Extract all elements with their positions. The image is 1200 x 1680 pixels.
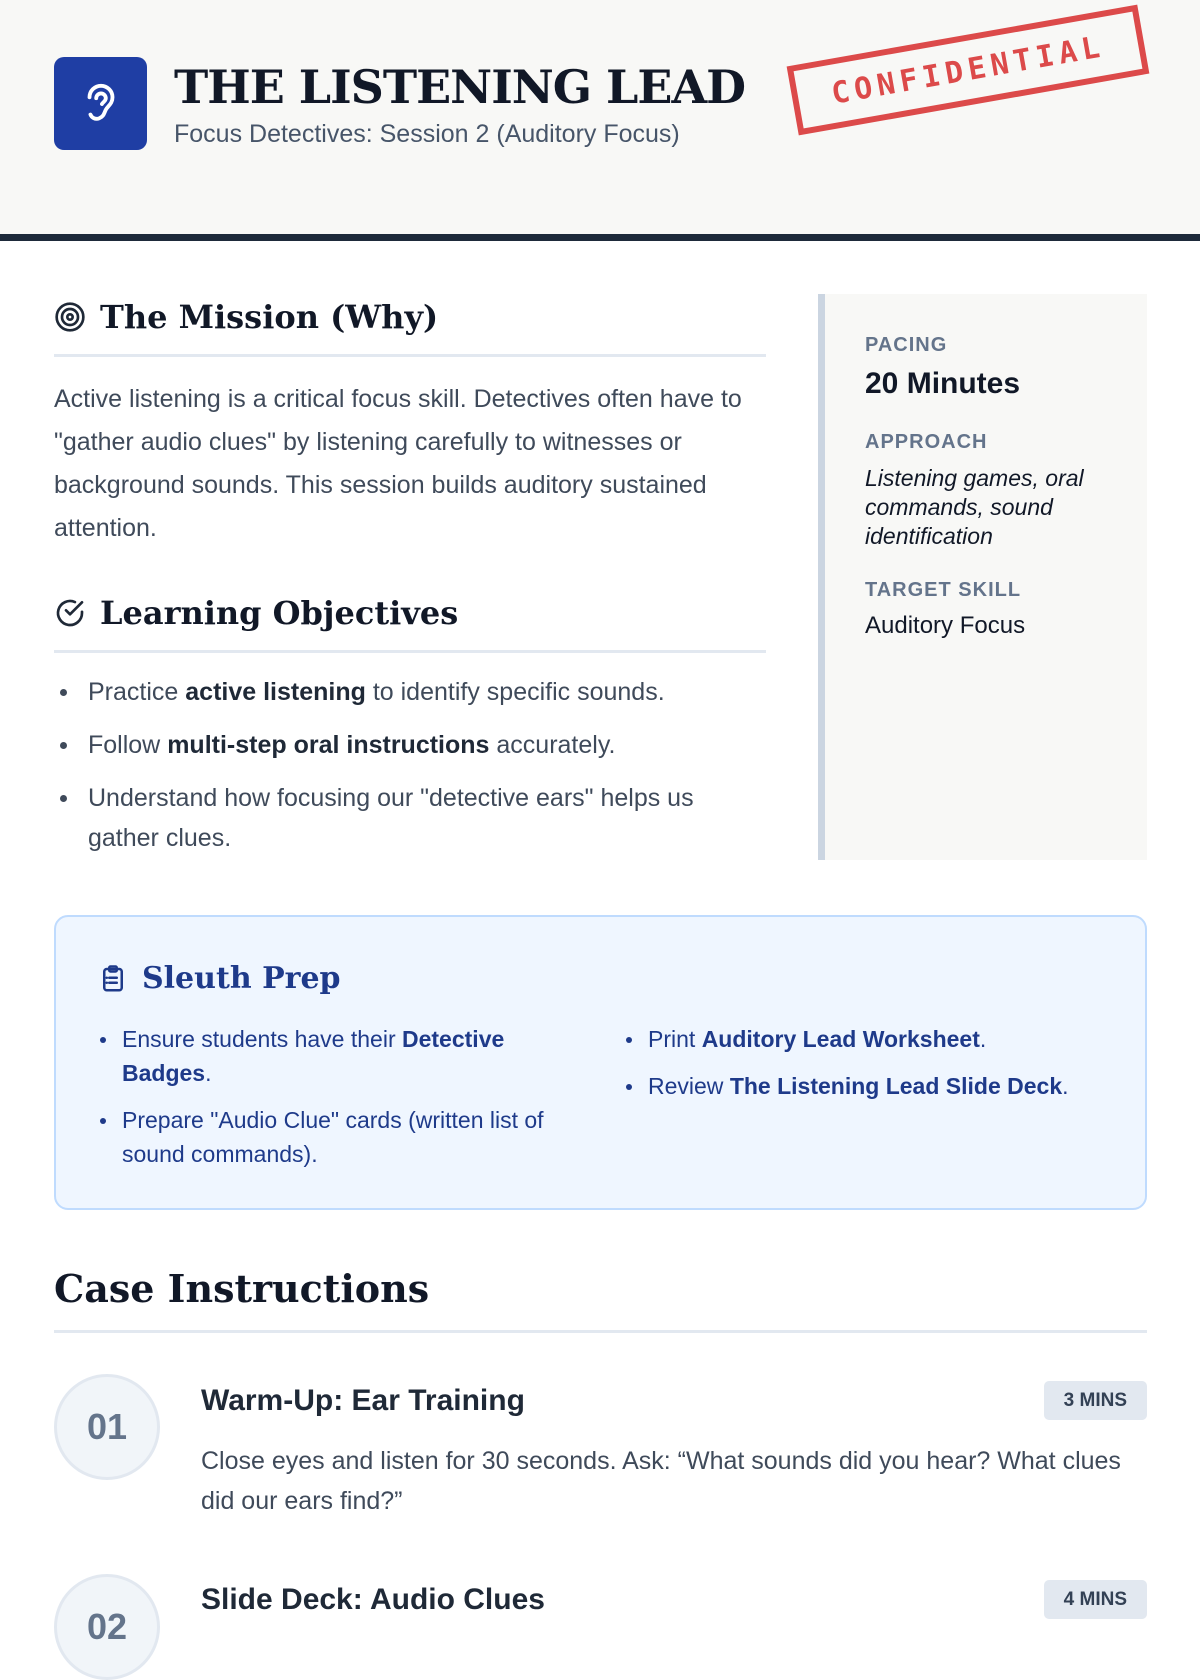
- list-item: Ensure students have their Detective Badges.: [96, 1022, 576, 1090]
- confidential-stamp: CONFIDENTIAL: [787, 5, 1150, 136]
- case-instructions-heading: Case Instructions: [54, 1266, 430, 1311]
- prep-list-right: [622, 1022, 1122, 1116]
- mission-body: Active listening is a critical focus skill. Detectives often have to "gather audio clues" by listening carefully to witnesses or background sounds. This session builds auditory sustained attention.: [54, 385, 742, 542]
- list-item: Review The Listening Lead Slide Deck.: [622, 1069, 1122, 1103]
- divider: [54, 1330, 1147, 1333]
- ear-icon: [78, 81, 124, 127]
- divider: [54, 650, 766, 653]
- objectives-heading: [54, 594, 458, 632]
- approach-value: Listening games, oral commands, sound identification: [865, 465, 1084, 549]
- mission-heading: [54, 298, 438, 336]
- list-item: Practice active listening to identify specific sounds.: [54, 672, 769, 712]
- session-info-sidebar: [818, 294, 1147, 860]
- list-item: Print Auditory Lead Worksheet.: [622, 1022, 1122, 1056]
- step-number: 02: [54, 1574, 160, 1680]
- mission-heading-text: The Mission (Why): [100, 298, 439, 336]
- objectives-list: [54, 672, 769, 871]
- objectives-heading-text: Learning Objectives: [100, 594, 459, 632]
- divider: [54, 354, 766, 357]
- pacing-label: PACING: [865, 334, 948, 356]
- page-header: [0, 0, 1200, 241]
- target-icon: [54, 301, 86, 333]
- page-subtitle: Focus Detectives: Session 2 (Auditory Focus): [174, 120, 680, 148]
- duration-badge: 3 MINS: [1044, 1381, 1147, 1420]
- logo: [54, 57, 147, 150]
- list-item: Prepare "Audio Clue" cards (written list of sound commands).: [96, 1103, 576, 1171]
- step-title: Slide Deck: Audio Clues: [201, 1583, 545, 1616]
- step-title: Warm-Up: Ear Training: [201, 1384, 525, 1417]
- duration-badge: 4 MINS: [1044, 1580, 1147, 1619]
- prep-list-left: [96, 1022, 576, 1184]
- step-number: 01: [54, 1374, 160, 1480]
- prep-heading-text: Sleuth Prep: [142, 961, 341, 996]
- clipboard-icon: [98, 964, 128, 994]
- step-description: Close eyes and listen for 30 seconds. Ask: “What sounds did you hear? What clues did our ears find?”: [201, 1447, 1121, 1515]
- skill-value: Auditory Focus: [865, 612, 1026, 639]
- prep-heading: [98, 961, 341, 996]
- approach-label: APPROACH: [865, 431, 988, 453]
- page-title: THE LISTENING LEAD: [174, 60, 746, 114]
- sleuth-prep-box: [54, 915, 1147, 1210]
- check-circle-icon: [54, 597, 86, 629]
- pacing-value: 20 Minutes: [865, 367, 1021, 400]
- skill-label: TARGET SKILL: [865, 579, 1022, 601]
- list-item: Understand how focusing our "detective ears" helps us gather clues.: [54, 778, 769, 858]
- list-item: Follow multi-step oral instructions accurately.: [54, 725, 769, 765]
